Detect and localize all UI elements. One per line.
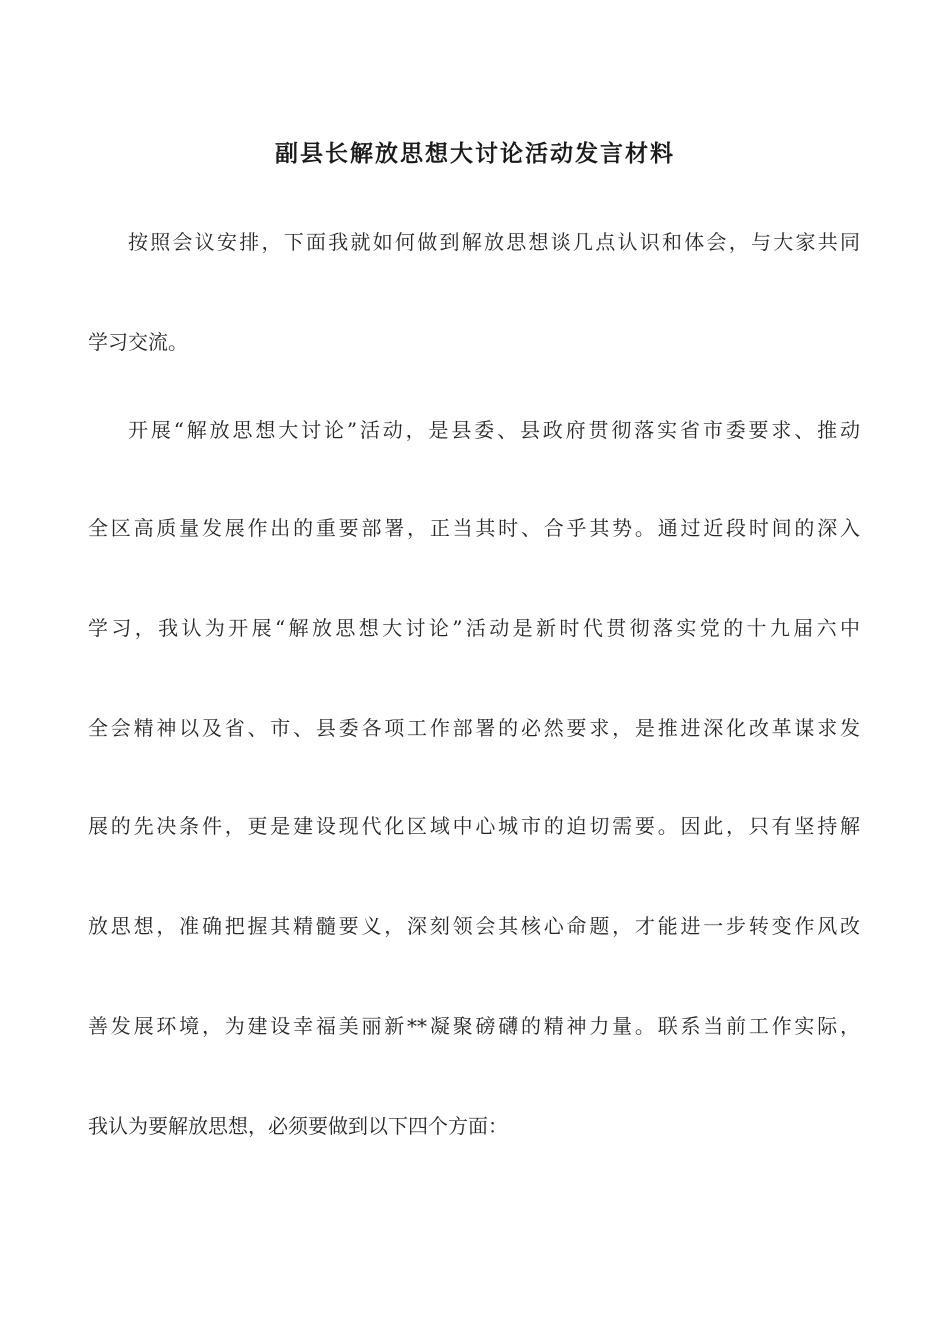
paragraph-2-line-5: 展的先决条件，更是建设现代化区域中心城市的迫切需要。因此，只有坚持解 [88, 814, 860, 838]
paragraph-1-line-1: 按照会议安排，下面我就如何做到解放思想谈几点认识和体会，与大家共同 [128, 230, 860, 254]
paragraph-1-line-2: 学习交流。 [88, 330, 188, 354]
paragraph-2-line-4: 全会精神以及省、市、县委各项工作部署的必然要求，是推进深化改革谋求发 [88, 716, 860, 740]
paragraph-2-line-3: 学习，我认为开展“解放思想大讨论”活动是新时代贯彻落实党的十九届六中 [88, 616, 860, 640]
paragraph-2-line-8: 我认为要解放思想，必须要做到以下四个方面： [88, 1114, 508, 1138]
document-title: 副县长解放思想大讨论活动发言材料 [275, 140, 675, 167]
paragraph-2-line-2: 全区高质量发展作出的重要部署，正当其时、合乎其势。通过近段时间的深入 [88, 516, 860, 540]
paragraph-2-line-6: 放思想，准确把握其精髓要义，深刻领会其核心命题，才能进一步转变作风改 [88, 914, 860, 938]
paragraph-2-line-1: 开展“解放思想大讨论”活动，是县委、县政府贯彻落实省市委要求、推动 [128, 418, 860, 442]
paragraph-2-line-7: 善发展环境，为建设幸福美丽新**凝聚磅礴的精神力量。联系当前工作实际， [88, 1014, 860, 1038]
